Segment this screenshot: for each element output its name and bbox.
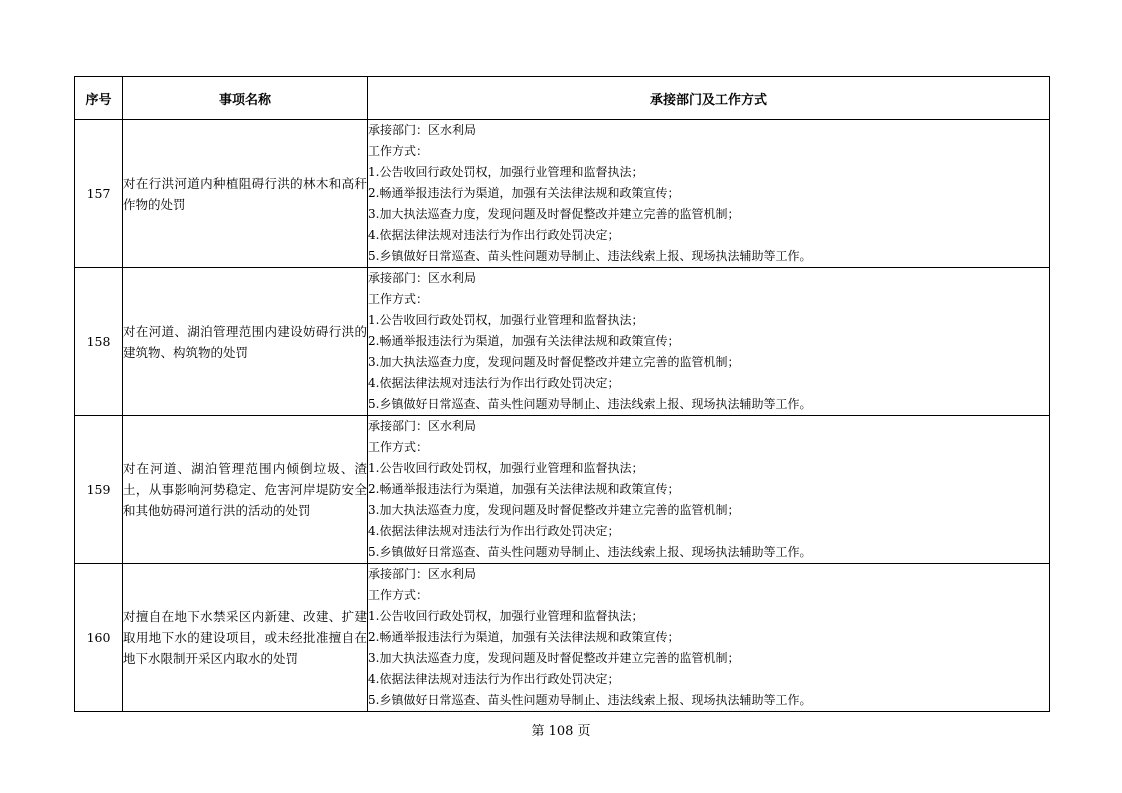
dept-line: 承接部门：区水利局 (368, 271, 477, 285)
dept-line: 承接部门：区水利局 (368, 123, 477, 137)
dept-line: 承接部门：区水利局 (368, 419, 477, 433)
row-seq: 157 (75, 120, 123, 268)
row-dept-method (368, 268, 1050, 416)
method-item: 1.公告收回行政处罚权，加强行业管理和监督执法； (368, 461, 644, 475)
method-item: 1.公告收回行政处罚权，加强行业管理和监督执法； (368, 313, 644, 327)
method-item: 3.加大执法巡查力度，发现问题及时督促整改并建立完善的监管机制； (368, 651, 740, 665)
method-label: 工作方式： (368, 588, 429, 602)
row-dept-method (368, 416, 1050, 564)
method-item: 2.畅通举报违法行为渠道，加强有关法律法规和政策宣传； (368, 482, 680, 496)
method-item: 3.加大执法巡查力度，发现问题及时督促整改并建立完善的监管机制； (368, 207, 740, 221)
table-row (75, 416, 1050, 564)
row-matter-name: 对在河道、湖泊管理范围内倾倒垃圾、渣土，从事影响河势稳定、危害河岸堤防安全和其他妨碍河道行洪的活动的处罚 (123, 416, 368, 564)
row-dept-method (368, 120, 1050, 268)
row-seq: 158 (75, 268, 123, 416)
method-item: 1.公告收回行政处罚权，加强行业管理和监督执法； (368, 165, 644, 179)
matters-table (74, 76, 1050, 712)
header-seq: 序号 (75, 77, 123, 120)
method-item: 2.畅通举报违法行为渠道，加强有关法律法规和政策宣传； (368, 186, 680, 200)
row-matter-name: 对擅自在地下水禁采区内新建、改建、扩建取用地下水的建设项目，或未经批准擅自在地下水限制开采区内取水的处罚 (123, 564, 368, 712)
method-item: 3.加大执法巡查力度，发现问题及时督促整改并建立完善的监管机制； (368, 503, 740, 517)
table-row (75, 268, 1050, 416)
method-label: 工作方式： (368, 144, 429, 158)
header-name: 事项名称 (123, 77, 368, 120)
method-item: 2.畅通举报违法行为渠道，加强有关法律法规和政策宣传； (368, 630, 680, 644)
header-dept: 承接部门及工作方式 (368, 77, 1050, 120)
method-item: 4.依据法律法规对违法行为作出行政处罚决定； (368, 376, 620, 390)
method-label: 工作方式： (368, 292, 429, 306)
page-number: 第 108 页 (531, 724, 591, 739)
table-row (75, 564, 1050, 712)
method-item: 4.依据法律法规对违法行为作出行政处罚决定； (368, 524, 620, 538)
row-matter-name: 对在行洪河道内种植阻碍行洪的林木和高秆作物的处罚 (123, 120, 368, 268)
method-item: 3.加大执法巡查力度，发现问题及时督促整改并建立完善的监管机制； (368, 355, 740, 369)
method-item: 2.畅通举报违法行为渠道，加强有关法律法规和政策宣传； (368, 334, 680, 348)
method-item: 4.依据法律法规对违法行为作出行政处罚决定； (368, 672, 620, 686)
method-item: 5.乡镇做好日常巡查、苗头性问题劝导制止、违法线索上报、现场执法辅助等工作。 (368, 249, 812, 263)
method-label: 工作方式： (368, 440, 429, 454)
method-item: 4.依据法律法规对违法行为作出行政处罚决定； (368, 228, 620, 242)
row-dept-method (368, 564, 1050, 712)
table-header-row (75, 77, 1050, 120)
method-item: 5.乡镇做好日常巡查、苗头性问题劝导制止、违法线索上报、现场执法辅助等工作。 (368, 545, 812, 559)
method-item: 1.公告收回行政处罚权，加强行业管理和监督执法； (368, 609, 644, 623)
dept-line: 承接部门：区水利局 (368, 567, 477, 581)
row-matter-name: 对在河道、湖泊管理范围内建设妨碍行洪的建筑物、构筑物的处罚 (123, 268, 368, 416)
table-row (75, 120, 1050, 268)
method-item: 5.乡镇做好日常巡查、苗头性问题劝导制止、违法线索上报、现场执法辅助等工作。 (368, 397, 812, 411)
row-seq: 160 (75, 564, 123, 712)
method-item: 5.乡镇做好日常巡查、苗头性问题劝导制止、违法线索上报、现场执法辅助等工作。 (368, 693, 812, 707)
row-seq: 159 (75, 416, 123, 564)
